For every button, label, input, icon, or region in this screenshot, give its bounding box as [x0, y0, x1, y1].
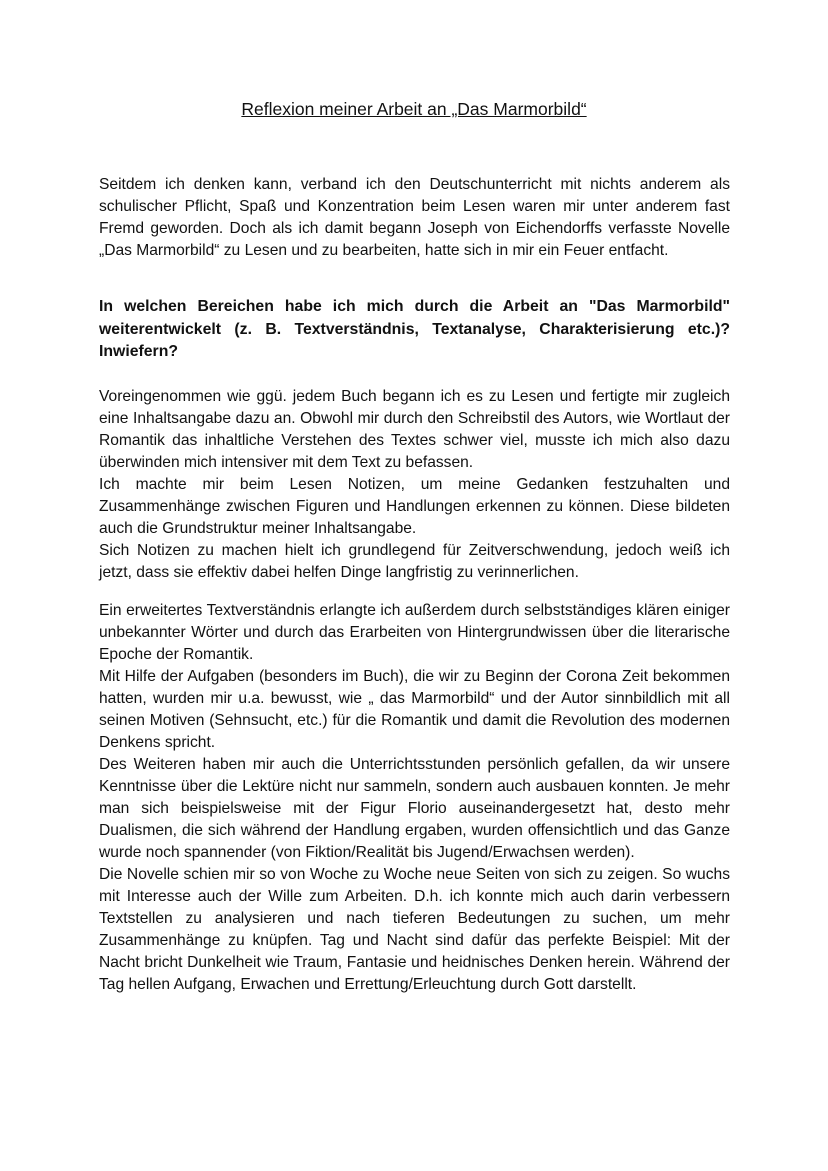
reflection-block-1 [99, 386, 730, 584]
question-section [99, 296, 730, 364]
intro-paragraph: Seitdem ich denken kann, verband ich den Deutschunterricht mit nichts anderem als schulischer Pflicht, Spaß und Konzentration beim Lesen waren mir unter anderem fast Fremd geworden. Doch als ich damit begann Joseph von Eichendorffs verfasste Novelle „Das Marmorbild“ zu Lesen und zu bearbeiten, hatte sich in mir ein Feuer entfacht. [99, 176, 730, 259]
paragraph: Die Novelle schien mir so von Woche zu Woche neue Seiten von sich zu zeigen. So wuchs mit Interesse auch der Wille zum Arbeiten. D.h. ich konnte mich auch darin verbessern Textstellen zu analysieren und nach tieferen Bedeutungen zu suchen, um mehr Zusammenhänge zu knüpfen. Tag und Nacht sind dafür das perfekte Beispiel: Mit der Nacht bricht Dunkelheit wie Traum, Fantasie und heidnisches Denken herein. Während der Tag hellen Aufgang, Erwachen und Errettung/Erleuchtung durch Gott darstellt. [99, 866, 730, 993]
paragraph: Des Weiteren haben mir auch die Unterrichtsstunden persönlich gefallen, da wir unsere Kenntnisse über die Lektüre nicht nur sammeln, sondern auch ausbauen konnten. Je mehr man sich beispielsweise mit der Figur Florio auseinandergesetzt hat, desto mehr Dualismen, die sich während der Handlung ergaben, wurden offensichtlich und das Ganze wurde noch spannender (von Fiktion/Realität bis Jugend/Erwachsen werden). [99, 756, 730, 861]
document-title: Reflexion meiner Arbeit an „Das Marmorbild“ [241, 99, 587, 119]
paragraph: Voreingenommen wie ggü. jedem Buch begann ich es zu Lesen und fertigte mir zugleich eine Inhaltsangabe dazu an. Obwohl mir durch den Schreibstil des Autors, wie Wortlaut der Romantik das inhaltliche Verstehen des Textes schwer viel, musste ich mich also dazu überwinden mich intensiver mit dem Text zu befassen. [99, 388, 730, 471]
paragraph: Sich Notizen zu machen hielt ich grundlegend für Zeitverschwendung, jedoch weiß ich jetzt, dass sie effektiv dabei helfen Dinge langfristig zu verinnerlichen. [99, 542, 730, 581]
paragraph: Ein erweitertes Textverständnis erlangte ich außerdem durch selbstständiges klären einiger unbekannter Wörter und durch das Erarbeiten von Hintergrundwissen über die literarische Epoche der Romantik. [99, 602, 730, 663]
paragraph: Mit Hilfe der Aufgaben (besonders im Buch), die wir zu Beginn der Corona Zeit bekommen hatten, wurden mir u.a. bewusst, wie „ das Marmorbild“ und der Autor sinnbildlich mit all seinen Motiven (Sehnsucht, etc.) für die Romantik und damit die Revolution des modernen Denkens spricht. [99, 668, 730, 751]
paragraph: Ich machte mir beim Lesen Notizen, um meine Gedanken festzuhalten und Zusammenhänge zwischen Figuren und Handlungen erkennen zu können. Diese bildeten auch die Grundstruktur meiner Inhaltsangabe. [99, 476, 730, 537]
question-heading: In welchen Bereichen habe ich mich durch die Arbeit an "Das Marmorbild" weiterentwickelt (z. B. Textverständnis, Textanalyse, Charakterisierung etc.)? Inwiefern? [99, 298, 730, 360]
reflection-block-2 [99, 600, 730, 996]
intro-section [99, 174, 730, 262]
